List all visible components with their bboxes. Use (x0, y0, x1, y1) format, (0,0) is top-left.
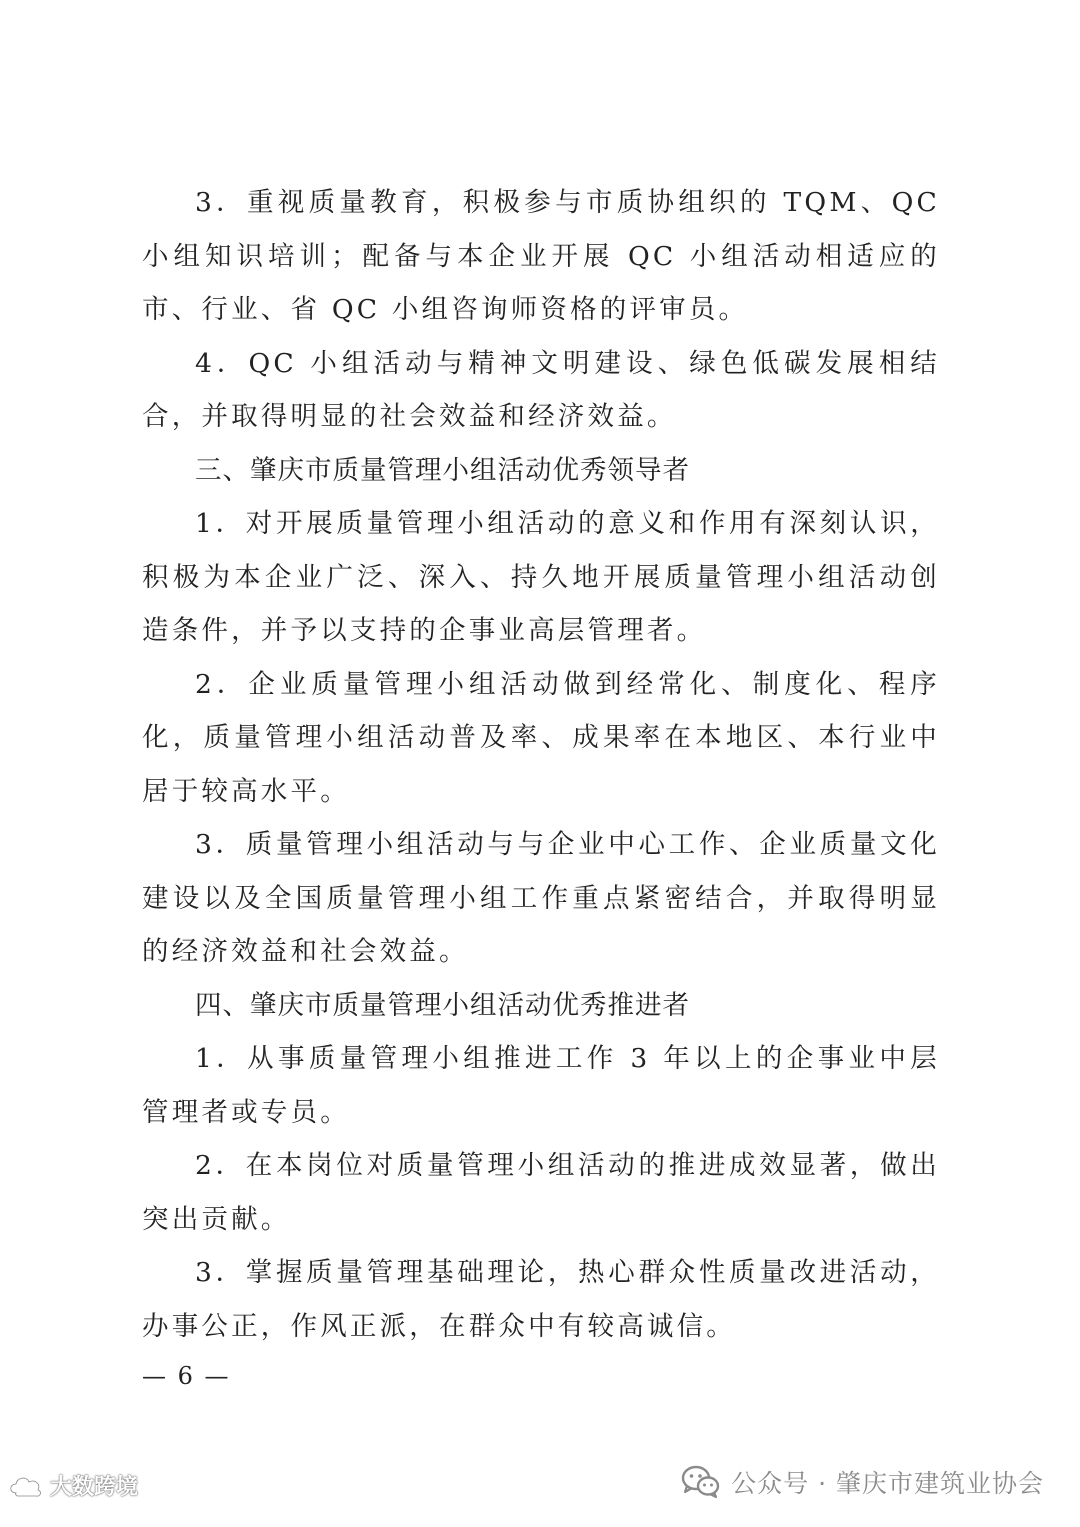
paragraph-promoter-2: 2．在本岗位对质量管理小组活动的推进成效显著，做出突出贡献。 (142, 1150, 940, 1235)
wechat-icon (681, 1465, 721, 1499)
watermark-left (6, 1470, 138, 1501)
page-number: — 6 — (142, 1362, 231, 1390)
paragraph-promoter-3: 3．掌握质量管理基础理论，热心群众性质量改进活动，办事公正，作风正派，在群众中有较高诚信。 (142, 1257, 940, 1342)
paragraph-3-education: 3．重视质量教育，积极参与市质协组织的 TQM、QC 小组知识培训；配备与本企业开展 QC 小组活动相适应的市、行业、省 QC 小组咨询师资格的评审员。 (142, 187, 940, 325)
paragraph-4-qc-integration: 4．QC 小组活动与精神文明建设、绿色低碳发展相结合，并取得明显的社会效益和经济效益。 (142, 347, 940, 432)
section-heading-leader: 三、肇庆市质量管理小组活动优秀领导者 (195, 454, 690, 486)
watermark-right-text: 公众号 · 肇庆市建筑业协会 (731, 1469, 1044, 1498)
paragraph-leader-3: 3．质量管理小组活动与与企业中心工作、企业质量文化建设以及全国质量管理小组工作重点紧密结合，并取得明显的经济效益和社会效益。 (142, 829, 940, 967)
watermark-left-text: 大数跨境 (50, 1475, 139, 1500)
paragraph-leader-1: 1．对开展质量管理小组活动的意义和作用有深刻认识，积极为本企业广泛、深入、持久地开展质量管理小组活动创造条件，并予以支持的企事业高层管理者。 (142, 508, 940, 646)
paragraph-leader-2: 2．企业质量管理小组活动做到经常化、制度化、程序化，质量管理小组活动普及率、成果率在本地区、本行业中居于较高水平。 (142, 668, 940, 807)
document-body (142, 176, 940, 1353)
cloud-logo-icon (6, 1471, 46, 1501)
section-heading-promoter: 四、肇庆市质量管理小组活动优秀推进者 (195, 989, 690, 1021)
watermark-right (681, 1464, 1044, 1500)
paragraph-promoter-1: 1．从事质量管理小组推进工作 3 年以上的企事业中层管理者或专员。 (142, 1043, 940, 1128)
